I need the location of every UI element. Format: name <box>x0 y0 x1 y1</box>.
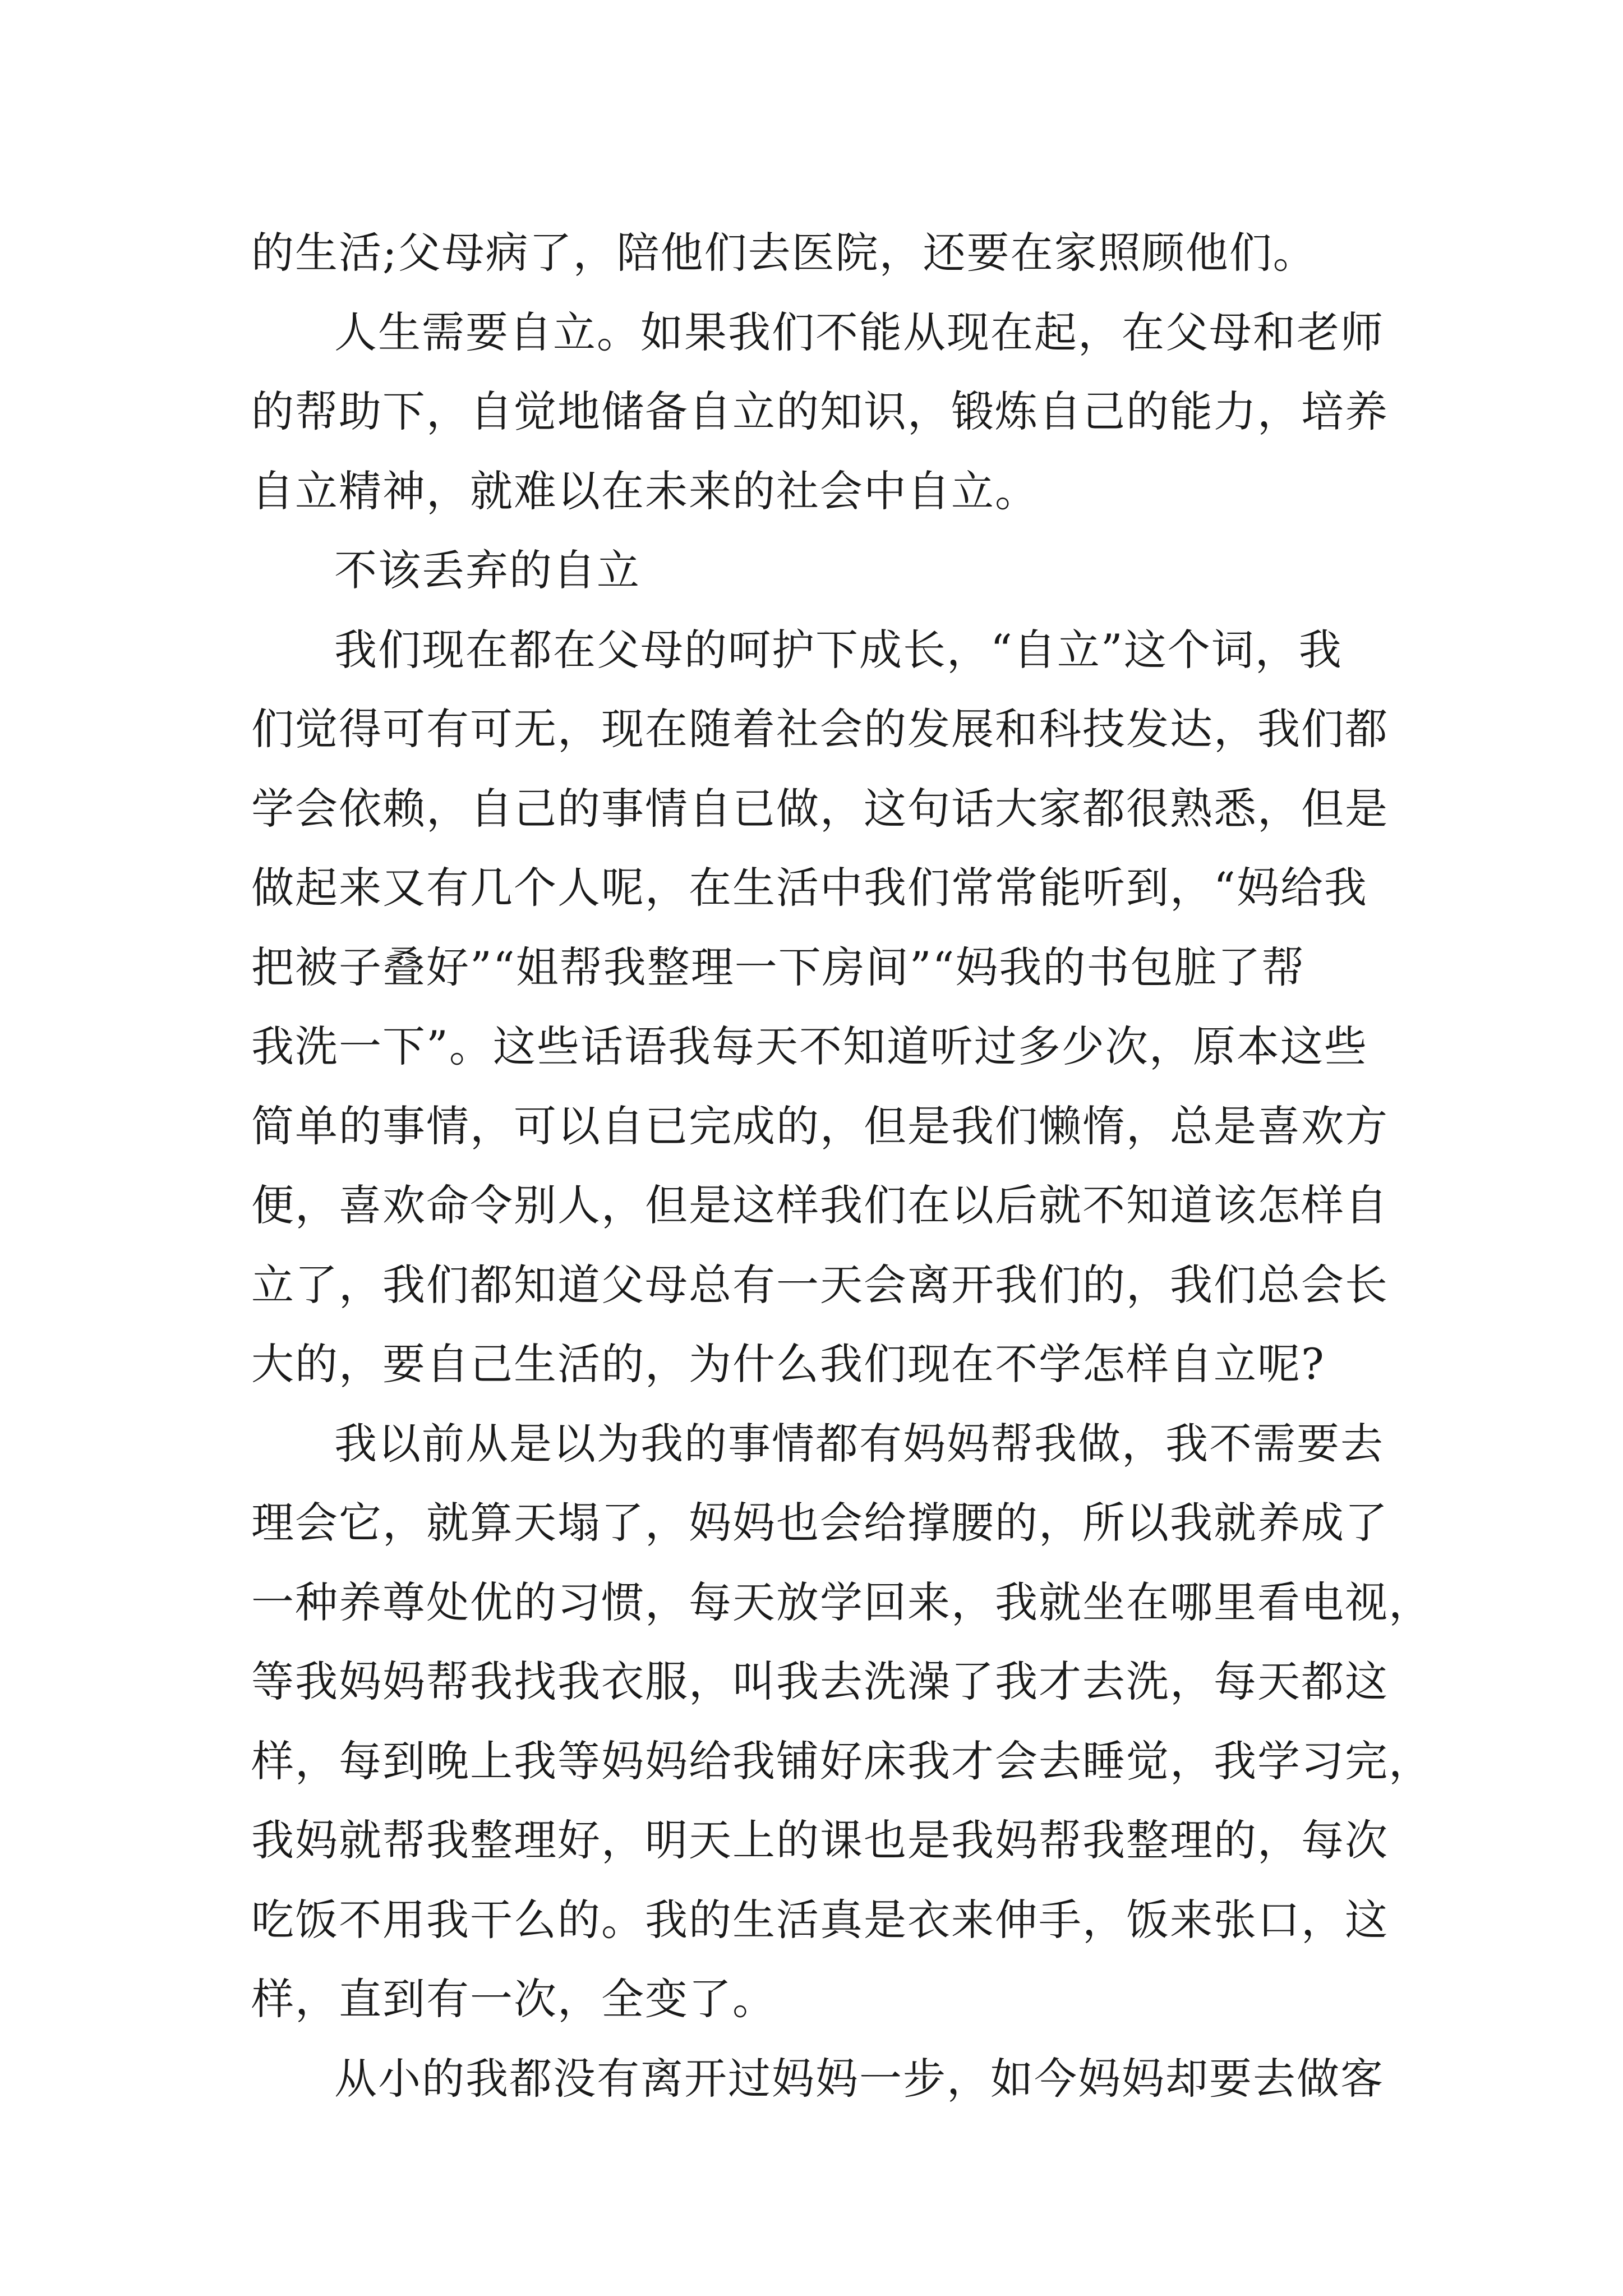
text-line: 把被子叠好”“姐帮我整理一下房间”“妈我的书包脏了帮 <box>251 942 1306 992</box>
section-heading: 不该丢弃的自立 <box>334 545 640 595</box>
text-line: 学会依赖，自己的事情自已做，这句话大家都很熟悉，但是 <box>251 783 1389 834</box>
document-body <box>251 213 1432 2118</box>
text-line: 我以前从是以为我的事情都有妈妈帮我做，我不需要去 <box>334 1418 1384 1469</box>
text-line: 从小的我都没有离开过妈妈一步，如今妈妈却要去做客 <box>334 2053 1384 2104</box>
text-line: 简单的事情，可以自已完成的，但是我们懒惰，总是喜欢方 <box>251 1101 1389 1151</box>
text-line: 我妈就帮我整理好，明天上的课也是我妈帮我整理的，每次 <box>251 1815 1389 1865</box>
text-line: 一种养尊处优的习惯，每天放学回来，我就坐在哪里看电视， <box>251 1577 1432 1627</box>
text-line: 我们现在都在父母的呵护下成长，“自立”这个词，我 <box>334 624 1343 675</box>
text-line: 吃饭不用我干么的。我的生活真是衣来伸手，饭来张口，这 <box>251 1894 1389 1945</box>
text-line: 理会它，就算天塌了，妈妈也会给撑腰的，所以我就养成了 <box>251 1498 1389 1548</box>
text-line: 等我妈妈帮我找我衣服，叫我去洗澡了我才去洗，每天都这 <box>251 1657 1389 1706</box>
text-line: 的帮助下，自觉地储备自立的知识，锻炼自己的能力，培养 <box>251 386 1389 436</box>
text-line: 我洗一下”。这些话语我每天不知道听过多少次，原本这些 <box>251 1022 1368 1071</box>
text-line: 便，喜欢命令别人，但是这样我们在以后就不知道该怎样自 <box>251 1180 1389 1230</box>
text-line: 样，直到有一次，全变了。 <box>251 1974 776 2024</box>
text-line: 大的，要自己生活的，为什么我们现在不学怎样自立呢? <box>251 1339 1325 1389</box>
text-line: 立了，我们都知道父母总有一天会离开我们的，我们总会长 <box>251 1259 1389 1310</box>
text-line: 样，每到晚上我等妈妈给我铺好床我才会去睡觉，我学习完， <box>251 1736 1432 1786</box>
text-line: 人生需要自立。如果我们不能从现在起，在父母和老师 <box>334 307 1384 357</box>
text-line: 的生活;父母病了，陪他们去医院，还要在家照顾他们。 <box>251 228 1317 278</box>
text-line: 们觉得可有可无，现在随着社会的发展和科技发达，我们都 <box>251 704 1389 754</box>
text-line: 自立精神，就难以在未来的社会中自立。 <box>251 466 1039 516</box>
text-line: 做起来又有几个人呢，在生活中我们常常能听到，“妈给我 <box>251 863 1368 913</box>
